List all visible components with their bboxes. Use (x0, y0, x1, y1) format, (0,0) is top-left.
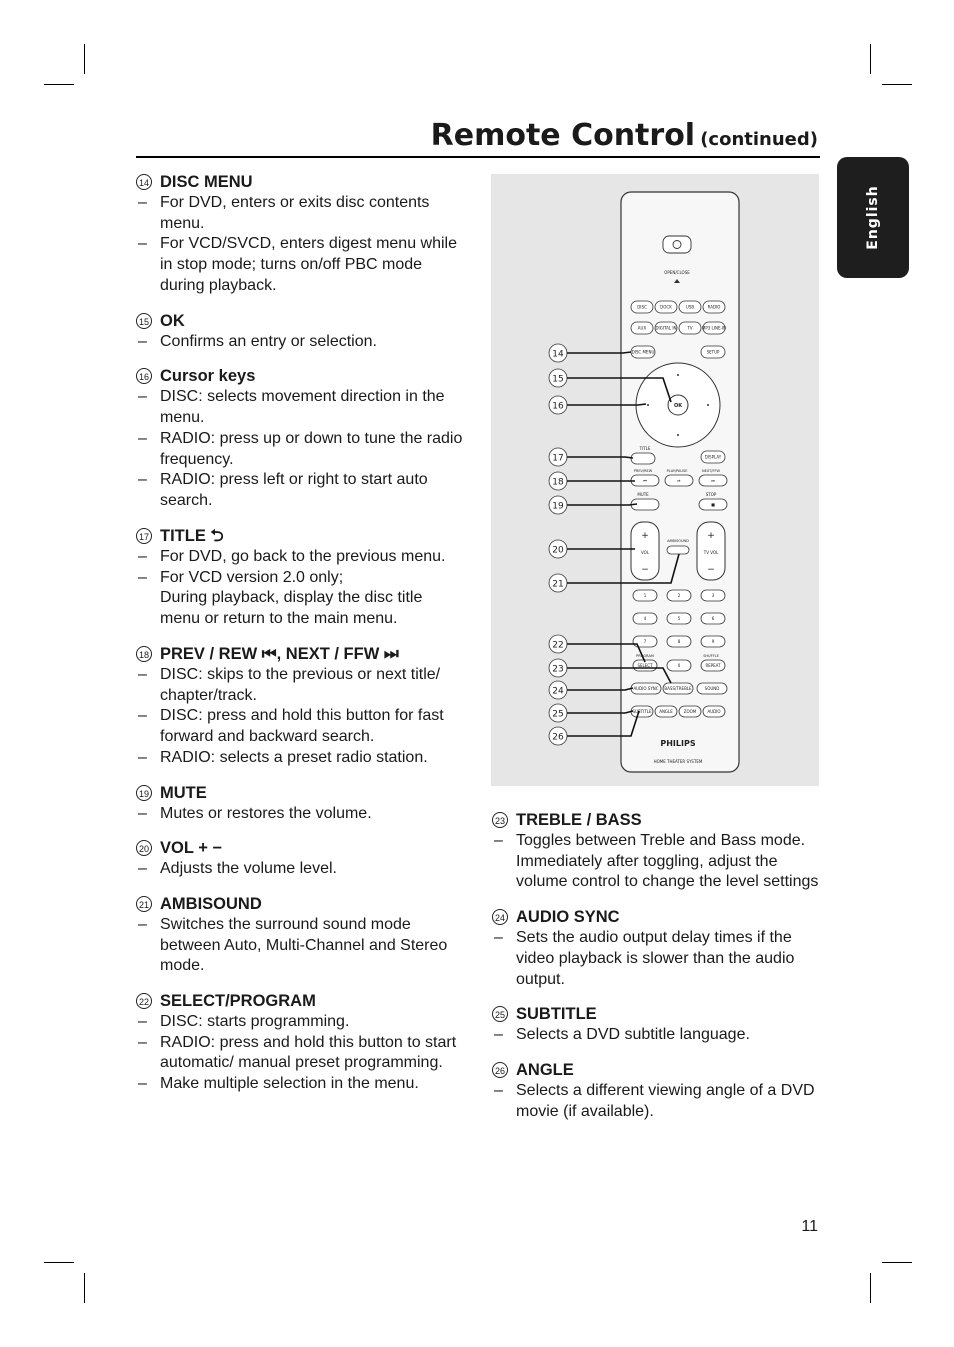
list-item (136, 748, 466, 769)
next-ffw-label: NEXT/FFW (702, 469, 720, 473)
cursor-right-dot (707, 404, 709, 406)
list-item-text: Confirms an entry or selection. (160, 332, 377, 350)
section-24 (492, 907, 822, 990)
crop-mark (84, 1273, 85, 1303)
list-item (136, 547, 466, 568)
callout-number: 16 (552, 401, 564, 412)
list-item-text: DISC: selects movement direction in the menu. (160, 388, 445, 426)
list-item (136, 234, 466, 296)
stop-button-label: ■ (711, 502, 715, 507)
list-item-text: For VCD version 2.0 only; During playback, display the disc title menu or return to the main menu. (160, 568, 423, 628)
vol-plus-label: + (641, 531, 649, 541)
tv-vol-plus-label: + (707, 531, 715, 541)
list-item-text: RADIO: press up or down to tune the radio frequency. (160, 429, 463, 468)
section-title: OK (160, 311, 185, 330)
page-title-suffix: (continued) (700, 129, 818, 150)
stop-label: STOP (705, 492, 717, 497)
list-item (136, 387, 466, 429)
callout-number: 22 (552, 640, 564, 651)
list-item-text: Adjusts the volume level. (160, 860, 337, 878)
list-item-text: DISC: starts programming. (160, 1012, 350, 1030)
section-title: Cursor keys (160, 367, 256, 386)
source-button-radio-label: RADIO (707, 304, 721, 310)
callout-number: 21 (136, 896, 152, 912)
list-item-text: Selects a DVD subtitle language. (516, 1026, 750, 1044)
section-title: TITLE ⮌ (160, 526, 224, 545)
crop-mark (44, 1262, 74, 1263)
section-23 (492, 810, 822, 893)
section-26 (492, 1060, 822, 1122)
dash-bullet: – (138, 568, 147, 586)
crop-mark (870, 44, 871, 74)
subtitle-row-button-label: ZOOM (683, 709, 697, 714)
list-item-text: Toggles between Treble and Bass mode. Immediately after toggling, adjust the volume control to change the level settings (516, 831, 819, 891)
aux-row-button-label: TV (687, 325, 693, 331)
section-title: VOL + − (160, 839, 223, 858)
digit-button-label: 7 (643, 639, 647, 644)
section-title: ANGLE (516, 1060, 574, 1079)
section-title: MUTE (160, 783, 207, 802)
list-item (492, 1081, 822, 1123)
section-title: SELECT/PROGRAM (160, 992, 316, 1011)
list-item (136, 568, 466, 630)
aux-row-button-label: DIGITAL IN (655, 325, 677, 331)
section-heading (492, 907, 822, 928)
section-heading (136, 172, 466, 193)
title-label: TITLE (639, 446, 651, 451)
display-button-label: DISPLAY (704, 454, 722, 460)
vol-minus-label: − (641, 565, 649, 575)
crop-mark (882, 1262, 912, 1263)
section-heading (136, 991, 466, 1012)
list-item (136, 1074, 466, 1095)
dash-bullet: – (494, 831, 503, 849)
power-button (663, 236, 691, 253)
dash-bullet: – (138, 193, 147, 211)
callout-number: 17 (136, 528, 152, 544)
callout-number: 24 (492, 909, 508, 925)
crop-mark (84, 44, 85, 74)
callout-number: 26 (552, 732, 564, 743)
callout-number: 18 (136, 646, 152, 662)
section-17 (136, 526, 466, 630)
callout-number: 25 (492, 1006, 508, 1022)
play-pause-button-label: ⏯ (677, 478, 681, 483)
dash-bullet: – (138, 1012, 147, 1030)
language-tab (837, 157, 909, 278)
section-19 (136, 783, 466, 825)
play-pause-label: PLAY/PAUSE (666, 469, 688, 473)
list-item (136, 804, 466, 825)
setup-button-label: SETUP (706, 349, 720, 355)
section-title: AUDIO SYNC (516, 908, 620, 927)
digit-button-label: 9 (711, 639, 715, 644)
ambisound-label: AMBISOUND (667, 539, 689, 543)
list-item (492, 831, 822, 893)
section-heading (136, 894, 466, 915)
program-label: PROGRAM (636, 654, 654, 658)
tv-vol-minus-label: − (707, 565, 715, 575)
list-item-text: Selects a different viewing angle of a DVD movie (if available). (516, 1081, 815, 1120)
list-item (136, 1012, 466, 1033)
crop-mark (882, 84, 912, 85)
dash-bullet: – (494, 1081, 503, 1099)
ambisound-button (667, 546, 689, 554)
shuffle-label: SHUFFLE (703, 654, 719, 658)
ok-label: OK (673, 403, 683, 409)
section-title: AMBISOUND (160, 894, 262, 913)
list-item-text: Make multiple selection in the menu. (160, 1075, 419, 1093)
callout-number: 20 (552, 545, 564, 556)
dash-bullet: – (138, 547, 147, 565)
dash-bullet: – (138, 804, 147, 822)
sound-button-label: SOUND (704, 686, 720, 691)
right-column (492, 810, 822, 1136)
brand-label: PHILIPS (660, 739, 696, 748)
callout-number: 26 (492, 1062, 508, 1078)
section-title: SUBTITLE (516, 1005, 597, 1024)
section-heading (492, 1060, 822, 1081)
list-item (492, 928, 822, 990)
source-button-usb-label: USB (685, 304, 695, 310)
audio-sync-button-label: AUDIO SYNC (633, 686, 659, 691)
subtitle-row-button-label: AUDIO (707, 709, 721, 714)
vol-label: VOL (640, 550, 650, 555)
list-item (136, 470, 466, 512)
list-item (136, 193, 466, 235)
dash-bullet: – (138, 471, 147, 489)
dash-bullet: – (138, 707, 147, 725)
list-item-text: Sets the audio output delay times if the video playback is slower than the audio output. (516, 928, 795, 988)
remote-illustration (491, 174, 819, 786)
digit-button-zero-label: 0 (677, 663, 681, 668)
dash-bullet: – (494, 1026, 503, 1044)
section-21 (136, 894, 466, 977)
section-title: TREBLE / BASS (516, 811, 642, 829)
section-20 (136, 838, 466, 880)
list-item-text: Mutes or restores the volume. (160, 804, 372, 822)
section-25 (492, 1004, 822, 1046)
digit-button-label: 1 (643, 593, 647, 598)
dash-bullet: – (138, 665, 147, 683)
page-number: 11 (801, 1218, 818, 1235)
prev-rew-button-label: ⏮ (643, 478, 647, 483)
list-item (136, 706, 466, 748)
title-rule (136, 156, 820, 158)
list-item (136, 429, 466, 471)
callout-number: 14 (552, 349, 564, 360)
dash-bullet: – (138, 429, 147, 447)
dash-bullet: – (138, 235, 147, 253)
callout-number: 14 (136, 174, 152, 190)
section-15 (136, 311, 466, 353)
cursor-down-dot (677, 434, 679, 436)
list-item (492, 1025, 822, 1046)
callout-number: 20 (136, 840, 152, 856)
crop-mark (44, 84, 74, 85)
subtitle-row-button-label: ANGLE (659, 709, 673, 714)
list-item (136, 1033, 466, 1075)
dash-bullet: – (138, 332, 147, 350)
section-heading (492, 1004, 822, 1025)
cursor-left-dot (647, 404, 649, 406)
callout-number: 23 (492, 812, 508, 828)
list-item-text: RADIO: selects a preset radio station. (160, 748, 428, 766)
repeat-button-label: REPEAT (705, 663, 721, 668)
title-button (631, 453, 655, 464)
digit-button-label: 2 (677, 593, 681, 598)
prev-rew-label: PREV/REW (633, 469, 653, 473)
source-button-dock-label: DOCK (660, 304, 672, 310)
open-close-label: OPEN/CLOSE (664, 270, 690, 275)
bass-treble-button-label: BASS/TREBLE (664, 686, 692, 691)
callout-number: 16 (136, 368, 152, 384)
dash-bullet: – (138, 388, 147, 406)
list-item (136, 332, 466, 353)
section-heading (136, 526, 466, 547)
callout-number: 17 (552, 453, 564, 464)
digit-button-label: 8 (677, 639, 681, 644)
tv-vol-label: TV VOL (703, 550, 719, 555)
page-title-main: Remote Control (430, 118, 696, 153)
crop-mark (870, 1273, 871, 1303)
dash-bullet: – (138, 1033, 147, 1051)
section-title: DISC MENU (160, 173, 253, 191)
next-ffw-button-label: ⏭ (711, 478, 715, 483)
callout-number: 19 (136, 785, 152, 801)
remote-illustration-panel (491, 174, 819, 786)
list-item-text: DISC: press and hold this button for fast forward and backward search. (160, 707, 444, 746)
callout-number: 24 (552, 686, 564, 697)
section-16 (136, 366, 466, 512)
callout-number: 21 (552, 579, 564, 590)
list-item-text: For DVD, enters or exits disc contents menu. (160, 193, 430, 232)
section-heading (136, 366, 466, 387)
callout-number: 19 (552, 501, 564, 512)
list-item-text: RADIO: press left or right to start auto search. (160, 471, 428, 510)
section-22 (136, 991, 466, 1095)
aux-row-button-label: AUX (637, 325, 647, 331)
list-item-text: Switches the surround sound mode between Auto, Multi-Channel and Stereo mode. (160, 915, 448, 975)
callout-number: 22 (136, 993, 152, 1009)
digit-button-label: 5 (677, 616, 681, 621)
list-item-text: For DVD, go back to the previous menu. (160, 547, 446, 565)
mute-label: MUTE (637, 492, 649, 497)
left-column (136, 172, 466, 1109)
section-heading (136, 783, 466, 804)
dash-bullet: – (138, 860, 147, 878)
section-heading (136, 311, 466, 332)
cursor-up-dot (677, 374, 679, 376)
select-button-label: SELECT (637, 663, 653, 668)
digit-button-label: 4 (643, 616, 647, 621)
callout-number: 25 (552, 709, 564, 720)
section-heading (492, 810, 822, 831)
section-14 (136, 172, 466, 297)
callout-number: 18 (552, 477, 564, 488)
section-18 (136, 644, 466, 769)
list-item-text: RADIO: press and hold this button to start automatic/ manual preset programming. (160, 1033, 457, 1072)
list-item (136, 665, 466, 707)
list-item-text: For VCD/SVCD, enters digest menu while in stop mode; turns on/off PBC mode during playback. (160, 235, 457, 294)
callout-number: 15 (136, 313, 152, 329)
digit-button-label: 3 (711, 593, 715, 598)
section-title: PREV / REW ⏮, NEXT / FFW ⏭ (160, 644, 399, 663)
dash-bullet: – (138, 915, 147, 933)
list-item (136, 915, 466, 977)
language-tab-label: English (865, 185, 881, 250)
list-item (136, 859, 466, 880)
aux-row-button-label: MP3 LINE-IN (701, 325, 727, 331)
disc-menu-button-label: DISC MENU (631, 349, 655, 355)
list-item-text: DISC: skips to the previous or next title/ chapter/track. (160, 665, 441, 704)
section-heading (136, 644, 466, 665)
digit-button-label: 6 (711, 616, 715, 621)
callout-number: 15 (552, 374, 564, 385)
subtitle-row-button-label: SUBTITLE (632, 709, 652, 714)
dash-bullet: – (494, 928, 503, 946)
model-label: HOME THEATER SYSTEM (653, 759, 703, 764)
section-heading (136, 838, 466, 859)
source-button-disc-label: DISC (637, 304, 647, 310)
dash-bullet: – (138, 748, 147, 766)
callout-number: 23 (552, 664, 564, 675)
dash-bullet: – (138, 1075, 147, 1093)
page-title (431, 118, 818, 153)
